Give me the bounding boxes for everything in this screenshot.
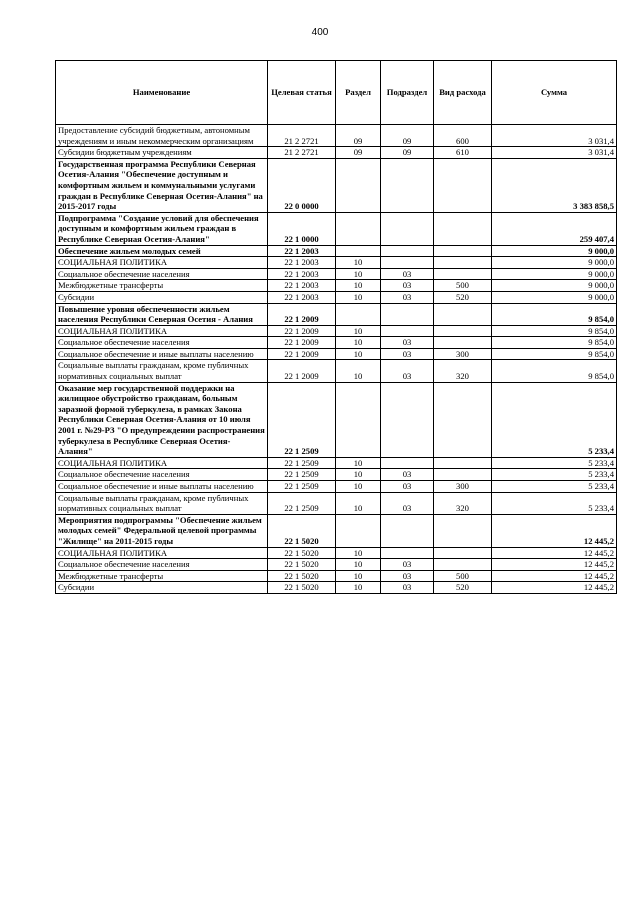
- cell-name: СОЦИАЛЬНАЯ ПОЛИТИКА: [56, 325, 268, 337]
- cell-expense-type: [434, 469, 492, 481]
- cell-name: Повышение уровня обеспеченности жильем населения Республики Северная Осетия - Алания: [56, 303, 268, 325]
- cell-subsection: 03: [381, 291, 434, 303]
- cell-sum: 9 854,0: [492, 303, 617, 325]
- cell-expense-type: [434, 337, 492, 349]
- cell-article: 21 2 2721: [268, 147, 336, 159]
- cell-name: СОЦИАЛЬНАЯ ПОЛИТИКА: [56, 257, 268, 269]
- cell-section: [336, 514, 381, 547]
- cell-section: [336, 245, 381, 257]
- table-row: [56, 147, 617, 159]
- cell-name: Субсидии бюджетным учреждениям: [56, 147, 268, 159]
- cell-name: СОЦИАЛЬНАЯ ПОЛИТИКА: [56, 457, 268, 469]
- cell-expense-type: [434, 457, 492, 469]
- cell-sum: 9 854,0: [492, 337, 617, 349]
- cell-section: 10: [336, 469, 381, 481]
- cell-name: СОЦИАЛЬНАЯ ПОЛИТИКА: [56, 547, 268, 559]
- cell-section: 10: [336, 257, 381, 269]
- cell-subsection: 03: [381, 337, 434, 349]
- cell-article: 22 1 5020: [268, 514, 336, 547]
- cell-expense-type: [434, 559, 492, 571]
- cell-section: 10: [336, 559, 381, 571]
- cell-sum: 3 031,4: [492, 125, 617, 147]
- cell-expense-type: 320: [434, 360, 492, 382]
- cell-expense-type: [434, 547, 492, 559]
- table-row: [56, 481, 617, 493]
- cell-article: 22 1 2009: [268, 348, 336, 360]
- cell-section: 10: [336, 291, 381, 303]
- cell-article: 22 1 5020: [268, 570, 336, 582]
- cell-expense-type: [434, 303, 492, 325]
- cell-section: 10: [336, 582, 381, 594]
- cell-article: 22 1 2509: [268, 457, 336, 469]
- cell-name: Социальное обеспечение и иные выплаты населению: [56, 348, 268, 360]
- cell-name: Субсидии: [56, 291, 268, 303]
- cell-article: 22 1 5020: [268, 559, 336, 571]
- cell-subsection: [381, 158, 434, 212]
- cell-subsection: 03: [381, 582, 434, 594]
- cell-section: 10: [336, 268, 381, 280]
- cell-subsection: 03: [381, 280, 434, 292]
- table-header-row: [56, 61, 617, 125]
- cell-sum: 9 854,0: [492, 325, 617, 337]
- cell-article: 22 0 0000: [268, 158, 336, 212]
- cell-section: 10: [336, 325, 381, 337]
- cell-sum: 12 445,2: [492, 514, 617, 547]
- cell-sum: 9 854,0: [492, 360, 617, 382]
- table-row: [56, 158, 617, 212]
- cell-sum: 12 445,2: [492, 582, 617, 594]
- cell-subsection: 09: [381, 147, 434, 159]
- cell-article: 22 1 2009: [268, 360, 336, 382]
- cell-subsection: 03: [381, 481, 434, 493]
- header-article: Целевая статья: [268, 61, 336, 125]
- cell-subsection: [381, 325, 434, 337]
- table-row: [56, 325, 617, 337]
- table-row: [56, 348, 617, 360]
- cell-sum: 9 000,0: [492, 280, 617, 292]
- cell-article: 22 1 2003: [268, 257, 336, 269]
- table-row: [56, 382, 617, 457]
- cell-section: 10: [336, 570, 381, 582]
- header-sum: Сумма: [492, 61, 617, 125]
- cell-subsection: [381, 303, 434, 325]
- cell-sum: 3 031,4: [492, 147, 617, 159]
- cell-article: 22 1 2509: [268, 382, 336, 457]
- cell-article: 22 1 5020: [268, 582, 336, 594]
- cell-subsection: 03: [381, 559, 434, 571]
- cell-sum: 9 854,0: [492, 348, 617, 360]
- cell-expense-type: 500: [434, 280, 492, 292]
- cell-article: 22 1 2003: [268, 268, 336, 280]
- cell-article: 22 1 2509: [268, 469, 336, 481]
- cell-section: 09: [336, 147, 381, 159]
- cell-name: Подпрограмма "Создание условий для обеспечения доступным и комфортным жильем граждан в Республике Северная Осетия-Алания": [56, 212, 268, 245]
- cell-name: Оказание мер государственной поддержки на жилищное обустройство гражданам, больным заразной формой туберкулеза, в рамках Закона Республики Северная Осетия-Алания от 10 июля 2001 г. №29-РЗ "О предупреждении распространения туберкулеза в Республике Северная Осетия-Алания": [56, 382, 268, 457]
- cell-name: Социальные выплаты гражданам, кроме публичных нормативных социальных выплат: [56, 360, 268, 382]
- cell-expense-type: [434, 382, 492, 457]
- cell-name: Обеспечение жильем молодых семей: [56, 245, 268, 257]
- cell-section: 10: [336, 547, 381, 559]
- cell-subsection: 03: [381, 360, 434, 382]
- cell-sum: 12 445,2: [492, 559, 617, 571]
- cell-section: [336, 303, 381, 325]
- cell-subsection: 03: [381, 348, 434, 360]
- cell-subsection: [381, 547, 434, 559]
- table-row: [56, 360, 617, 382]
- cell-sum: 9 000,0: [492, 268, 617, 280]
- cell-subsection: 03: [381, 268, 434, 280]
- cell-name: Межбюджетные трансферты: [56, 570, 268, 582]
- table-row: [56, 280, 617, 292]
- table-row: [56, 547, 617, 559]
- cell-section: 10: [336, 337, 381, 349]
- cell-subsection: [381, 212, 434, 245]
- header-name: Наименование: [56, 61, 268, 125]
- cell-sum: 9 000,0: [492, 257, 617, 269]
- cell-expense-type: [434, 514, 492, 547]
- cell-subsection: [381, 257, 434, 269]
- table-row: [56, 570, 617, 582]
- cell-name: Социальное обеспечение населения: [56, 559, 268, 571]
- cell-article: 22 1 2003: [268, 291, 336, 303]
- cell-expense-type: 610: [434, 147, 492, 159]
- cell-sum: 5 233,4: [492, 469, 617, 481]
- cell-name: Социальные выплаты гражданам, кроме публичных нормативных социальных выплат: [56, 492, 268, 514]
- table-row: [56, 291, 617, 303]
- table-row: [56, 582, 617, 594]
- table-row: [56, 245, 617, 257]
- cell-section: [336, 382, 381, 457]
- cell-sum: 3 383 858,5: [492, 158, 617, 212]
- cell-article: 22 1 5020: [268, 547, 336, 559]
- cell-name: Межбюджетные трансферты: [56, 280, 268, 292]
- table-row: [56, 559, 617, 571]
- cell-section: 09: [336, 125, 381, 147]
- cell-subsection: [381, 245, 434, 257]
- cell-subsection: 03: [381, 570, 434, 582]
- cell-sum: 9 000,0: [492, 245, 617, 257]
- cell-expense-type: 300: [434, 348, 492, 360]
- cell-name: Социальное обеспечение населения: [56, 337, 268, 349]
- cell-expense-type: 600: [434, 125, 492, 147]
- cell-name: Мероприятия подпрограммы "Обеспечение жильем молодых семей" Федеральной целевой программы "Жилище" на 2011-2015 годы: [56, 514, 268, 547]
- cell-expense-type: 320: [434, 492, 492, 514]
- cell-name: Социальное обеспечение и иные выплаты населению: [56, 481, 268, 493]
- table-row: [56, 303, 617, 325]
- cell-sum: 5 233,4: [492, 492, 617, 514]
- table-row: [56, 337, 617, 349]
- cell-article: 22 1 2009: [268, 325, 336, 337]
- cell-expense-type: [434, 325, 492, 337]
- cell-sum: 5 233,4: [492, 481, 617, 493]
- table-row: [56, 257, 617, 269]
- cell-article: 22 1 2009: [268, 303, 336, 325]
- cell-subsection: [381, 514, 434, 547]
- cell-section: 10: [336, 492, 381, 514]
- cell-subsection: 03: [381, 492, 434, 514]
- cell-subsection: 09: [381, 125, 434, 147]
- cell-section: [336, 212, 381, 245]
- table-row: [56, 469, 617, 481]
- budget-table: [55, 60, 617, 594]
- cell-sum: 5 233,4: [492, 382, 617, 457]
- cell-section: 10: [336, 348, 381, 360]
- cell-sum: 12 445,2: [492, 547, 617, 559]
- header-section: Раздел: [336, 61, 381, 125]
- header-subsection: Подраздел: [381, 61, 434, 125]
- cell-section: 10: [336, 360, 381, 382]
- cell-article: 22 1 0000: [268, 212, 336, 245]
- cell-article: 22 1 2003: [268, 280, 336, 292]
- cell-article: 22 1 2509: [268, 492, 336, 514]
- cell-article: 21 2 2721: [268, 125, 336, 147]
- table-row: [56, 457, 617, 469]
- cell-expense-type: [434, 257, 492, 269]
- cell-name: Субсидии: [56, 582, 268, 594]
- cell-subsection: 03: [381, 469, 434, 481]
- cell-expense-type: [434, 158, 492, 212]
- table-body: [56, 125, 617, 594]
- table-row: [56, 514, 617, 547]
- table-row: [56, 492, 617, 514]
- cell-name: Социальное обеспечение населения: [56, 469, 268, 481]
- cell-expense-type: 520: [434, 291, 492, 303]
- cell-section: [336, 158, 381, 212]
- cell-expense-type: [434, 268, 492, 280]
- cell-subsection: [381, 457, 434, 469]
- cell-article: 22 1 2003: [268, 245, 336, 257]
- page-number: 400: [311, 27, 329, 38]
- table-row: [56, 212, 617, 245]
- cell-article: 22 1 2509: [268, 481, 336, 493]
- table-row: [56, 125, 617, 147]
- cell-sum: 12 445,2: [492, 570, 617, 582]
- cell-name: Социальное обеспечение населения: [56, 268, 268, 280]
- cell-section: 10: [336, 457, 381, 469]
- cell-sum: 9 000,0: [492, 291, 617, 303]
- cell-expense-type: 300: [434, 481, 492, 493]
- table-row: [56, 268, 617, 280]
- cell-expense-type: [434, 212, 492, 245]
- cell-name: Государственная программа Республики Северная Осетия-Алания "Обеспечение доступным и комфортным жильем и коммунальными услугами граждан в Республике Северная Осетия-Алания" на 2015-2017 годы: [56, 158, 268, 212]
- cell-expense-type: [434, 245, 492, 257]
- cell-article: 22 1 2009: [268, 337, 336, 349]
- cell-expense-type: 500: [434, 570, 492, 582]
- cell-section: 10: [336, 280, 381, 292]
- cell-section: 10: [336, 481, 381, 493]
- cell-sum: 5 233,4: [492, 457, 617, 469]
- header-expense-type: Вид расхода: [434, 61, 492, 125]
- cell-expense-type: 520: [434, 582, 492, 594]
- cell-sum: 259 407,4: [492, 212, 617, 245]
- cell-name: Предоставление субсидий бюджетным, автономным учреждениям и иным некоммерческим организациям: [56, 125, 268, 147]
- cell-subsection: [381, 382, 434, 457]
